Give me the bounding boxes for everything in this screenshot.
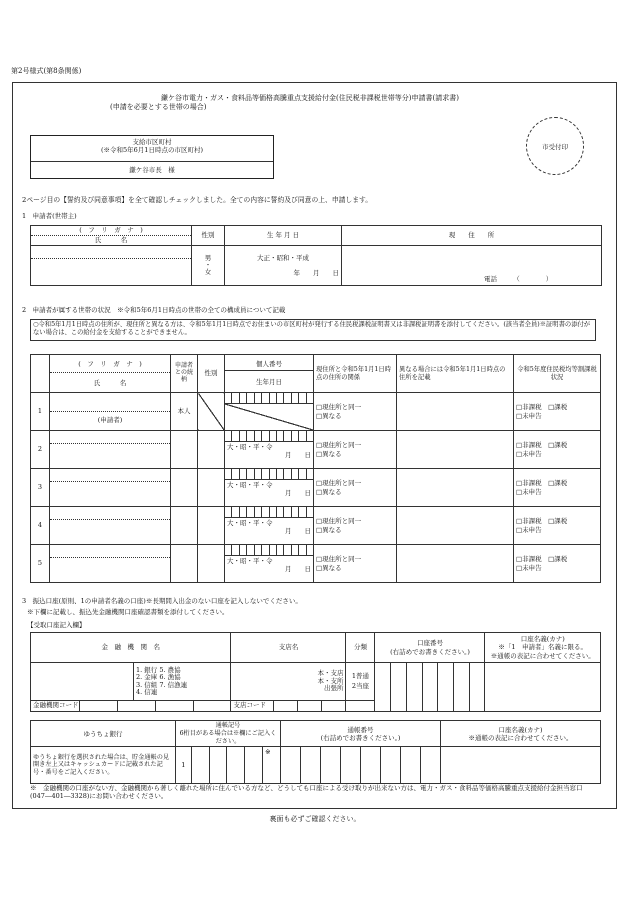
- hh-opt-undeclared[interactable]: □未申告: [516, 411, 542, 420]
- hh-opt-diff[interactable]: □異なる: [316, 525, 342, 534]
- table-row: [31, 469, 601, 507]
- section2-note: ○令和5年1月1日時点の住所が、現住所と異なる方は、令和5年1月1日時点でお住まいの市区町村が発行する住民税課税証明書又は非課税証明書を添付してください。(該当者全員)※証明書の添付がない場合は、この給付金を支給することができません。: [30, 319, 596, 341]
- back-note: 裏面も必ずご確認ください。: [269, 815, 361, 823]
- section3-heading: 3 振込口座(原則、1の申請者名義の口座)※長期間入出金のない口座を記入しないでください。: [22, 597, 302, 605]
- holder-note-1: ※「1 申請者」名義に限る。: [498, 643, 588, 652]
- hh-opt-same[interactable]: □現住所と同一: [316, 479, 362, 488]
- applicant-birth-field[interactable]: [225, 246, 342, 286]
- applicant-furigana-field[interactable]: [31, 246, 191, 259]
- hh-opt-tax[interactable]: □課税: [548, 403, 568, 412]
- account-box-title: 【受取口座記入欄】: [27, 621, 86, 629]
- hh-relation-field[interactable]: [171, 469, 198, 507]
- hh-opt-undeclared[interactable]: □未申告: [516, 487, 542, 496]
- hh-relation-field[interactable]: [171, 507, 198, 545]
- hh-opt-tax[interactable]: □課税: [548, 517, 568, 526]
- hh-personal-no-field[interactable]: [225, 393, 313, 404]
- hh-furigana-field[interactable]: [50, 545, 170, 558]
- hh-opt-same[interactable]: □現住所と同一: [316, 441, 362, 450]
- form-code: 第2号様式(第8条関係): [11, 67, 82, 75]
- applicant-gender-field[interactable]: 男 ・ 女: [192, 246, 225, 286]
- hh-birth-md: 月 日: [285, 451, 311, 460]
- account-number-label: 口座番号: [416, 639, 443, 648]
- recipient-box: [30, 135, 274, 179]
- table-row: [31, 431, 601, 469]
- hh-col-address-same: 現住所と令和5年1月1日時点の住所の関係: [314, 355, 397, 393]
- applicant-name-field[interactable]: [31, 259, 191, 285]
- holder-note-2: ※通帳の表記に合わせてください。: [490, 651, 595, 660]
- table-row: [31, 507, 601, 545]
- hh-address-field[interactable]: [397, 507, 514, 545]
- yucho-symbol-digit[interactable]: [245, 747, 263, 784]
- branch-type-options[interactable]: 本・支店 本・支所 出張所: [231, 663, 346, 701]
- yucho-holder-field[interactable]: [441, 747, 601, 784]
- hh-gender-disabled: [198, 393, 225, 431]
- hh-gender-field[interactable]: [198, 469, 225, 507]
- applicant-address-label: 現 住 所: [342, 226, 602, 246]
- hh-relation-field[interactable]: [171, 545, 198, 583]
- hh-row-number: 3: [31, 469, 50, 507]
- yucho-number-note: (右詰めでお書きください。): [320, 733, 401, 742]
- recipient-line-2: (※令和5年6月1日時点の市区町村): [101, 146, 203, 155]
- hh-opt-tax[interactable]: □課税: [548, 555, 568, 564]
- hh-birth-md: 月 日: [285, 527, 311, 536]
- hh-name-field[interactable]: [50, 482, 170, 506]
- bank-code-field[interactable]: [80, 701, 230, 711]
- hh-birth-field[interactable]: [225, 518, 313, 536]
- yucho-number-label: 通帳番号: [347, 725, 374, 734]
- hh-opt-undeclared[interactable]: □未申告: [516, 449, 542, 458]
- yucho-instruction: ゆうちょ銀行を選択された場合は、貯金通帳の見開き左上又はキャッシュカードに記載された記号・番号をご記入ください。: [31, 747, 176, 784]
- yucho-table: [30, 720, 601, 784]
- hh-opt-same[interactable]: □現住所と同一: [316, 403, 362, 412]
- stamp-label: 市受付印: [542, 143, 568, 151]
- hh-col-personal-no: 個人番号: [225, 360, 313, 371]
- section3-subnote: ※下欄に記載し、振込先金融機関口座確認書類を添付してください。: [27, 608, 229, 616]
- hh-address-field[interactable]: [397, 393, 514, 431]
- bank-name-field[interactable]: [31, 663, 134, 701]
- yucho-holder-note: ※通帳の表記に合わせてください。: [468, 733, 573, 742]
- recipient-line-1: 支給市区町村: [132, 138, 172, 146]
- branch-code-field[interactable]: [274, 701, 345, 711]
- hh-birth-field[interactable]: [225, 480, 313, 498]
- hh-name-field[interactable]: [50, 558, 170, 582]
- hh-birth-md: 月 日: [285, 565, 311, 574]
- yucho-symbol-note: 6桁目がある場合は※欄にご記入ください。: [179, 729, 277, 745]
- hh-col-tax: 令和5年度住民税均等割課税状況: [514, 355, 601, 393]
- bank-type-options[interactable]: 1. 銀行 5. 農協 2. 金庫 6. 漁協 3. 信組 7. 信漁連 4. 信連: [134, 663, 231, 701]
- hh-row-number: 4: [31, 507, 50, 545]
- hh-gender-field[interactable]: [198, 545, 225, 583]
- hh-col-furigana: ( フ リ ガ ナ ): [50, 360, 170, 373]
- hh-gender-field[interactable]: [198, 431, 225, 469]
- holder-field[interactable]: [485, 663, 601, 712]
- hh-address-field[interactable]: [397, 431, 514, 469]
- reception-stamp: [526, 117, 584, 175]
- holder-label: 口座名義(カナ): [520, 635, 565, 644]
- hh-opt-same[interactable]: □現住所と同一: [316, 555, 362, 564]
- hh-birth-md: 月 日: [285, 489, 311, 498]
- bank-code-label: 金融機関コード: [33, 701, 79, 709]
- hh-col-address-diff: 異なる場合には令和5年1月1日時点の住所を記載: [397, 355, 514, 393]
- hh-personal-no-field[interactable]: [225, 431, 313, 442]
- hh-row-number: 2: [31, 431, 50, 469]
- hh-personal-no-field[interactable]: [225, 507, 313, 518]
- applicant-phone-label: 電話 （ ）: [484, 274, 553, 283]
- hh-col-name: 氏 名: [93, 378, 127, 387]
- hh-opt-nontax[interactable]: □非課税: [516, 441, 542, 450]
- hh-birth-disabled: [225, 404, 313, 430]
- hh-address-field[interactable]: [397, 545, 514, 583]
- yucho-symbol-label: 通帳記号: [215, 722, 241, 729]
- applicant-furigana-label: ( フ リ ガ ナ ): [31, 226, 191, 236]
- hh-birth-era: 大・昭・平・令: [227, 519, 273, 527]
- branch-code-label: 支店コード: [231, 701, 274, 711]
- table-row: [31, 545, 601, 583]
- hh-name-field[interactable]: [50, 444, 170, 468]
- applicant-date-suffix: 年 月 日: [293, 268, 339, 277]
- hh-row-number: 1: [31, 393, 50, 431]
- hh-birth-era: 大・昭・平・令: [227, 557, 273, 565]
- applicant-birth-label: 生 年 月 日: [225, 226, 342, 246]
- recipient-mayor: 鎌ケ谷市長 様: [129, 166, 175, 174]
- hh-relation-field[interactable]: [171, 431, 198, 469]
- hh-birth-field[interactable]: [225, 556, 313, 574]
- applicant-address-field[interactable]: [342, 246, 602, 286]
- consent-text: 2ページ目の【誓約及び同意事項】を全て確認しチェックしました。全ての内容に誓約及び同意の上、申請します。: [22, 196, 373, 204]
- title-line-2: (申請を必要とする世帯の場合): [110, 102, 207, 111]
- hh-opt-nontax[interactable]: □非課税: [516, 555, 542, 564]
- hh-birth-field[interactable]: [225, 442, 313, 460]
- account-number-note: (右詰めでお書きください。): [390, 647, 470, 656]
- yucho-symbol-digit[interactable]: [191, 747, 209, 784]
- hh-opt-nontax[interactable]: □非課税: [516, 479, 542, 488]
- hh-address-field[interactable]: [397, 469, 514, 507]
- hh-applicant-relation: 本人: [171, 393, 198, 431]
- hh-opt-diff[interactable]: □異なる: [316, 449, 342, 458]
- hh-opt-diff[interactable]: □異なる: [316, 563, 342, 572]
- yucho-label: ゆうちょ銀行: [31, 721, 176, 747]
- title-line-1: 鎌ケ谷市電力・ガス・食料品等価格高騰重点支援給付金(住民税非課税世帯等分)申請書(請求書): [161, 94, 459, 102]
- applicant-name-label: 氏 名: [94, 236, 128, 245]
- hh-furigana-field[interactable]: [50, 469, 170, 482]
- footnote: ※ 金融機関の口座がない方、金融機関から著しく離れた場所に住んでいる方など、どうしても口座による受け取りが出来ない方は、電力・ガス・食料品等価格高騰重点支援給付金担当窓口(047―401―3328)にお問い合わせください。: [30, 784, 583, 801]
- hh-furigana-field[interactable]: [50, 507, 170, 520]
- hh-furigana-field[interactable]: [50, 399, 170, 412]
- hh-row-number: 5: [31, 545, 50, 583]
- hh-furigana-field[interactable]: [50, 431, 170, 444]
- account-type-blank: [346, 701, 375, 712]
- yucho-fixed-digit: 1: [176, 747, 192, 784]
- yucho-symbol-digit[interactable]: [209, 747, 227, 784]
- hh-opt-same[interactable]: □現住所と同一: [316, 517, 362, 526]
- yucho-holder-label: 口座名義(カナ): [498, 725, 543, 734]
- applicant-table: [30, 225, 602, 286]
- hh-col-relation: 申請者との続柄: [171, 355, 198, 393]
- hh-gender-field[interactable]: [198, 507, 225, 545]
- section2-heading: 2 申請者が属する世帯の状況 ※令和5年6月1日時点の世帯の全ての構成員について記載: [22, 306, 286, 314]
- hh-col-gender: 性別: [198, 355, 225, 393]
- account-type-options[interactable]: 1普通 2当座: [346, 663, 375, 701]
- yucho-number-field[interactable]: [281, 747, 441, 784]
- yucho-symbol-digit[interactable]: [227, 747, 245, 784]
- hh-col-birth: 生年月日: [256, 378, 282, 387]
- hh-opt-tax[interactable]: □課税: [548, 479, 568, 488]
- hh-opt-diff[interactable]: □異なる: [316, 411, 342, 420]
- hh-personal-no-field[interactable]: [225, 469, 313, 480]
- branch-label: 支店名: [231, 633, 346, 663]
- hh-opt-tax[interactable]: □課税: [548, 441, 568, 450]
- hh-opt-nontax[interactable]: □非課税: [516, 403, 542, 412]
- bank-account-table: [30, 632, 601, 712]
- hh-opt-diff[interactable]: □異なる: [316, 487, 342, 496]
- form-title: [90, 94, 530, 112]
- bank-name-label: 金 融 機 関 名: [31, 633, 231, 663]
- applicant-era-options: 大正・昭和・平成: [257, 254, 309, 263]
- hh-opt-undeclared[interactable]: □未申告: [516, 525, 542, 534]
- hh-personal-no-field[interactable]: [225, 545, 313, 556]
- account-type-label: 分類: [346, 633, 375, 663]
- hh-opt-undeclared[interactable]: □未申告: [516, 563, 542, 572]
- hh-birth-era: 大・昭・平・令: [227, 481, 273, 489]
- household-table: [30, 354, 601, 583]
- hh-birth-era: 大・昭・平・令: [227, 443, 273, 451]
- yucho-sixth-digit[interactable]: ※: [263, 747, 281, 784]
- applicant-gender-label: 性別: [192, 226, 225, 246]
- hh-applicant-label: (申請者): [97, 415, 123, 424]
- account-number-field[interactable]: [375, 663, 485, 712]
- section1-heading: 1 申請者(世帯主): [22, 212, 77, 220]
- table-row: [31, 393, 601, 431]
- hh-opt-nontax[interactable]: □非課税: [516, 517, 542, 526]
- hh-name-field[interactable]: [50, 520, 170, 544]
